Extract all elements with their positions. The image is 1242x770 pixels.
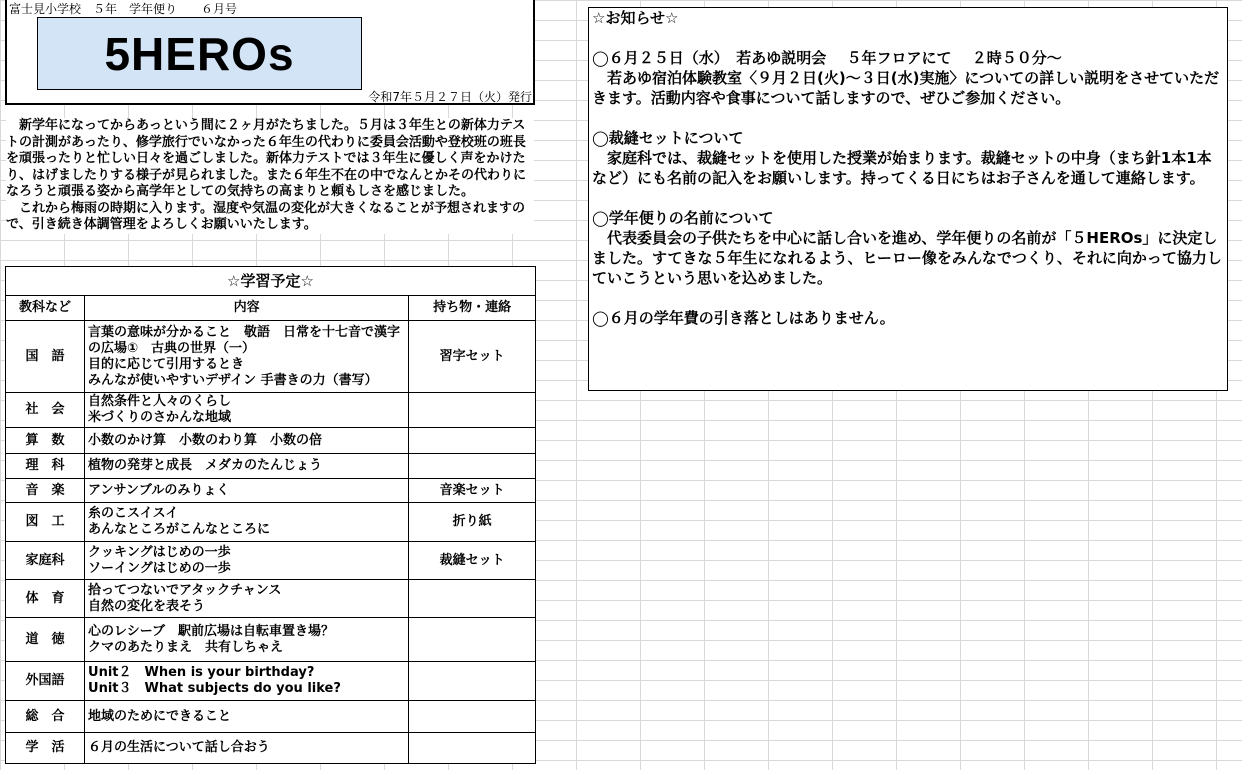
- items-cell: [409, 701, 536, 733]
- notice-1-body: 若あゆ宿泊体験教室〈９月２日(火)～３日(水)実施〉についての詳しい説明をさせていただきます。活動内容や食事について話しますので、ぜひご参加ください。: [592, 69, 1220, 107]
- notice-box: [588, 7, 1228, 391]
- items-cell: [409, 393, 536, 428]
- subject-cell: 理 科: [6, 454, 85, 479]
- content-line: Unit２ When is your birthday?: [88, 665, 315, 680]
- subject-cell: 図 工: [6, 503, 85, 542]
- subject-cell: 体 育: [6, 580, 85, 618]
- subject-cell: 学 活: [6, 733, 85, 764]
- notice-1-heading: ◯６月２５日（水） 若あゆ説明会 ５年フロアにて ２時５０分～: [592, 49, 1062, 67]
- subject-cell: 道 徳: [6, 618, 85, 662]
- content-cell: 地域のためにできること: [85, 701, 409, 733]
- items-cell: [409, 428, 536, 454]
- items-cell: 折り紙: [409, 503, 536, 542]
- subject-cell: 音 楽: [6, 479, 85, 503]
- items-cell: 習字セット: [409, 321, 536, 393]
- content-cell: [85, 503, 409, 542]
- table-row: [6, 321, 536, 393]
- content-cell: [85, 393, 409, 428]
- subject-cell: 家庭科: [6, 542, 85, 580]
- table-row: [6, 701, 536, 733]
- table-row: [6, 662, 536, 701]
- content-line: ソーイングはじめの一歩: [88, 560, 231, 576]
- content-line: みんなが使いやすいデザイン 手書きの力（書写）: [88, 372, 378, 388]
- content-cell: ６月の生活について話し合おう: [85, 733, 409, 764]
- items-cell: [409, 618, 536, 662]
- content-line: 糸のこスイスイ: [88, 506, 179, 521]
- content-line: 目的に応じて引用するとき: [88, 356, 245, 372]
- table-row: [6, 580, 536, 618]
- intro-paragraph-1: 新学年になってからあっという間に２ヶ月がたちました。５月は３年生との新体力テストの計測があったり、修学旅行でいなかった６年生の代わりに委員会活動や登校班の班長を頑張ったりと忙しい日々を過ごしました。新体力テストでは３年生に優しく声をかけたり、はげましたりする様子が見られました。また６年生不在の中でなんとかその代わりになろうと頑張る姿から高学年としての気持ちの高まりと頼もしさを感じました。: [6, 118, 527, 199]
- school-line: 富士見小学校 ５年 学年便り ６月号: [9, 2, 238, 16]
- content-line: あんなところがこんなところに: [88, 522, 271, 537]
- content-cell: [85, 618, 409, 662]
- subject-cell: 総 合: [6, 701, 85, 733]
- table-row: [6, 503, 536, 542]
- content-line: 自然条件と人々のくらし: [88, 394, 232, 409]
- content-line: クマのあたりまえ 共有しちゃえ: [88, 639, 284, 655]
- intro-text: [6, 118, 534, 234]
- notice-title: ☆お知らせ☆: [592, 9, 679, 27]
- notice-3-heading: ◯学年便りの名前について: [592, 209, 774, 227]
- notice-3-body: 代表委員会の子供たちを中心に話し合いを進め、学年便りの名前が「５HEROs」に決定しました。すてきな５年生になれるよう、ヒーロー像をみんなでつくり、それに向かって協力していこうという思いを込めました。: [592, 229, 1222, 287]
- content-line: クッキングはじめの一歩: [88, 544, 231, 560]
- content-cell: [85, 662, 409, 701]
- items-cell: [409, 733, 536, 764]
- newsletter-title: 5HEROs: [37, 17, 362, 90]
- header-content: 内容: [85, 296, 409, 321]
- schedule-table: [5, 266, 536, 764]
- content-line: 自然の変化を表そう: [88, 598, 206, 614]
- items-cell: 裁縫セット: [409, 542, 536, 580]
- issue-date: 令和7年５月２７日（火）発行: [368, 90, 532, 104]
- content-cell: [85, 321, 409, 393]
- subject-cell: 国 語: [6, 321, 85, 393]
- subject-cell: 社 会: [6, 393, 85, 428]
- notice-2-heading: ◯裁縫セットについて: [592, 129, 744, 147]
- content-line: 心のレシーブ 駅前広場は自転車置き場？: [88, 623, 335, 639]
- content-line: Unit３ What subjects do you like?: [88, 681, 341, 696]
- items-cell: [409, 454, 536, 479]
- intro-paragraph-2: これから梅雨の時期に入ります。湿度や気温の変化が大きくなることが予想されますので、引き続き体調管理をよろしくお願いいたします。: [6, 200, 525, 232]
- subject-cell: 外国語: [6, 662, 85, 701]
- items-cell: [409, 580, 536, 618]
- content-cell: [85, 580, 409, 618]
- table-row: [6, 542, 536, 580]
- table-row: [6, 428, 536, 454]
- table-row: [6, 618, 536, 662]
- table-row: [6, 733, 536, 764]
- content-cell: 植物の発芽と成長 メダカのたんじょう: [85, 454, 409, 479]
- header-subject: 教科など: [6, 296, 85, 321]
- table-row: [6, 479, 536, 503]
- content-line: 米づくりのさかんな地域: [88, 410, 232, 425]
- schedule-title: ☆学習予定☆: [6, 267, 536, 296]
- content-cell: アンサンブルのみりょく: [85, 479, 409, 503]
- content-cell: [85, 542, 409, 580]
- notice-2-body: 家庭科では、裁縫セットを使用した授業が始まります。裁縫セットの中身（まち針1本1本など）にも名前の記入をお願いします。持ってくる日にちはお子さんを通して連絡します。: [592, 149, 1212, 187]
- table-row: [6, 393, 536, 428]
- table-row: [6, 454, 536, 479]
- items-cell: [409, 662, 536, 701]
- notice-4-heading: ◯６月の学年費の引き落としはありません。: [592, 309, 895, 327]
- header-items: 持ち物・連絡: [409, 296, 536, 321]
- items-cell: 音楽セット: [409, 479, 536, 503]
- content-line: 拾ってつないでアタックチャンス: [88, 582, 282, 598]
- content-cell: 小数のかけ算 小数のわり算 小数の倍: [85, 428, 409, 454]
- content-line: 言葉の意味が分かること 敬語 日常を十七音で漢字の広場① 古典の世界（一）: [88, 324, 401, 356]
- subject-cell: 算 数: [6, 428, 85, 454]
